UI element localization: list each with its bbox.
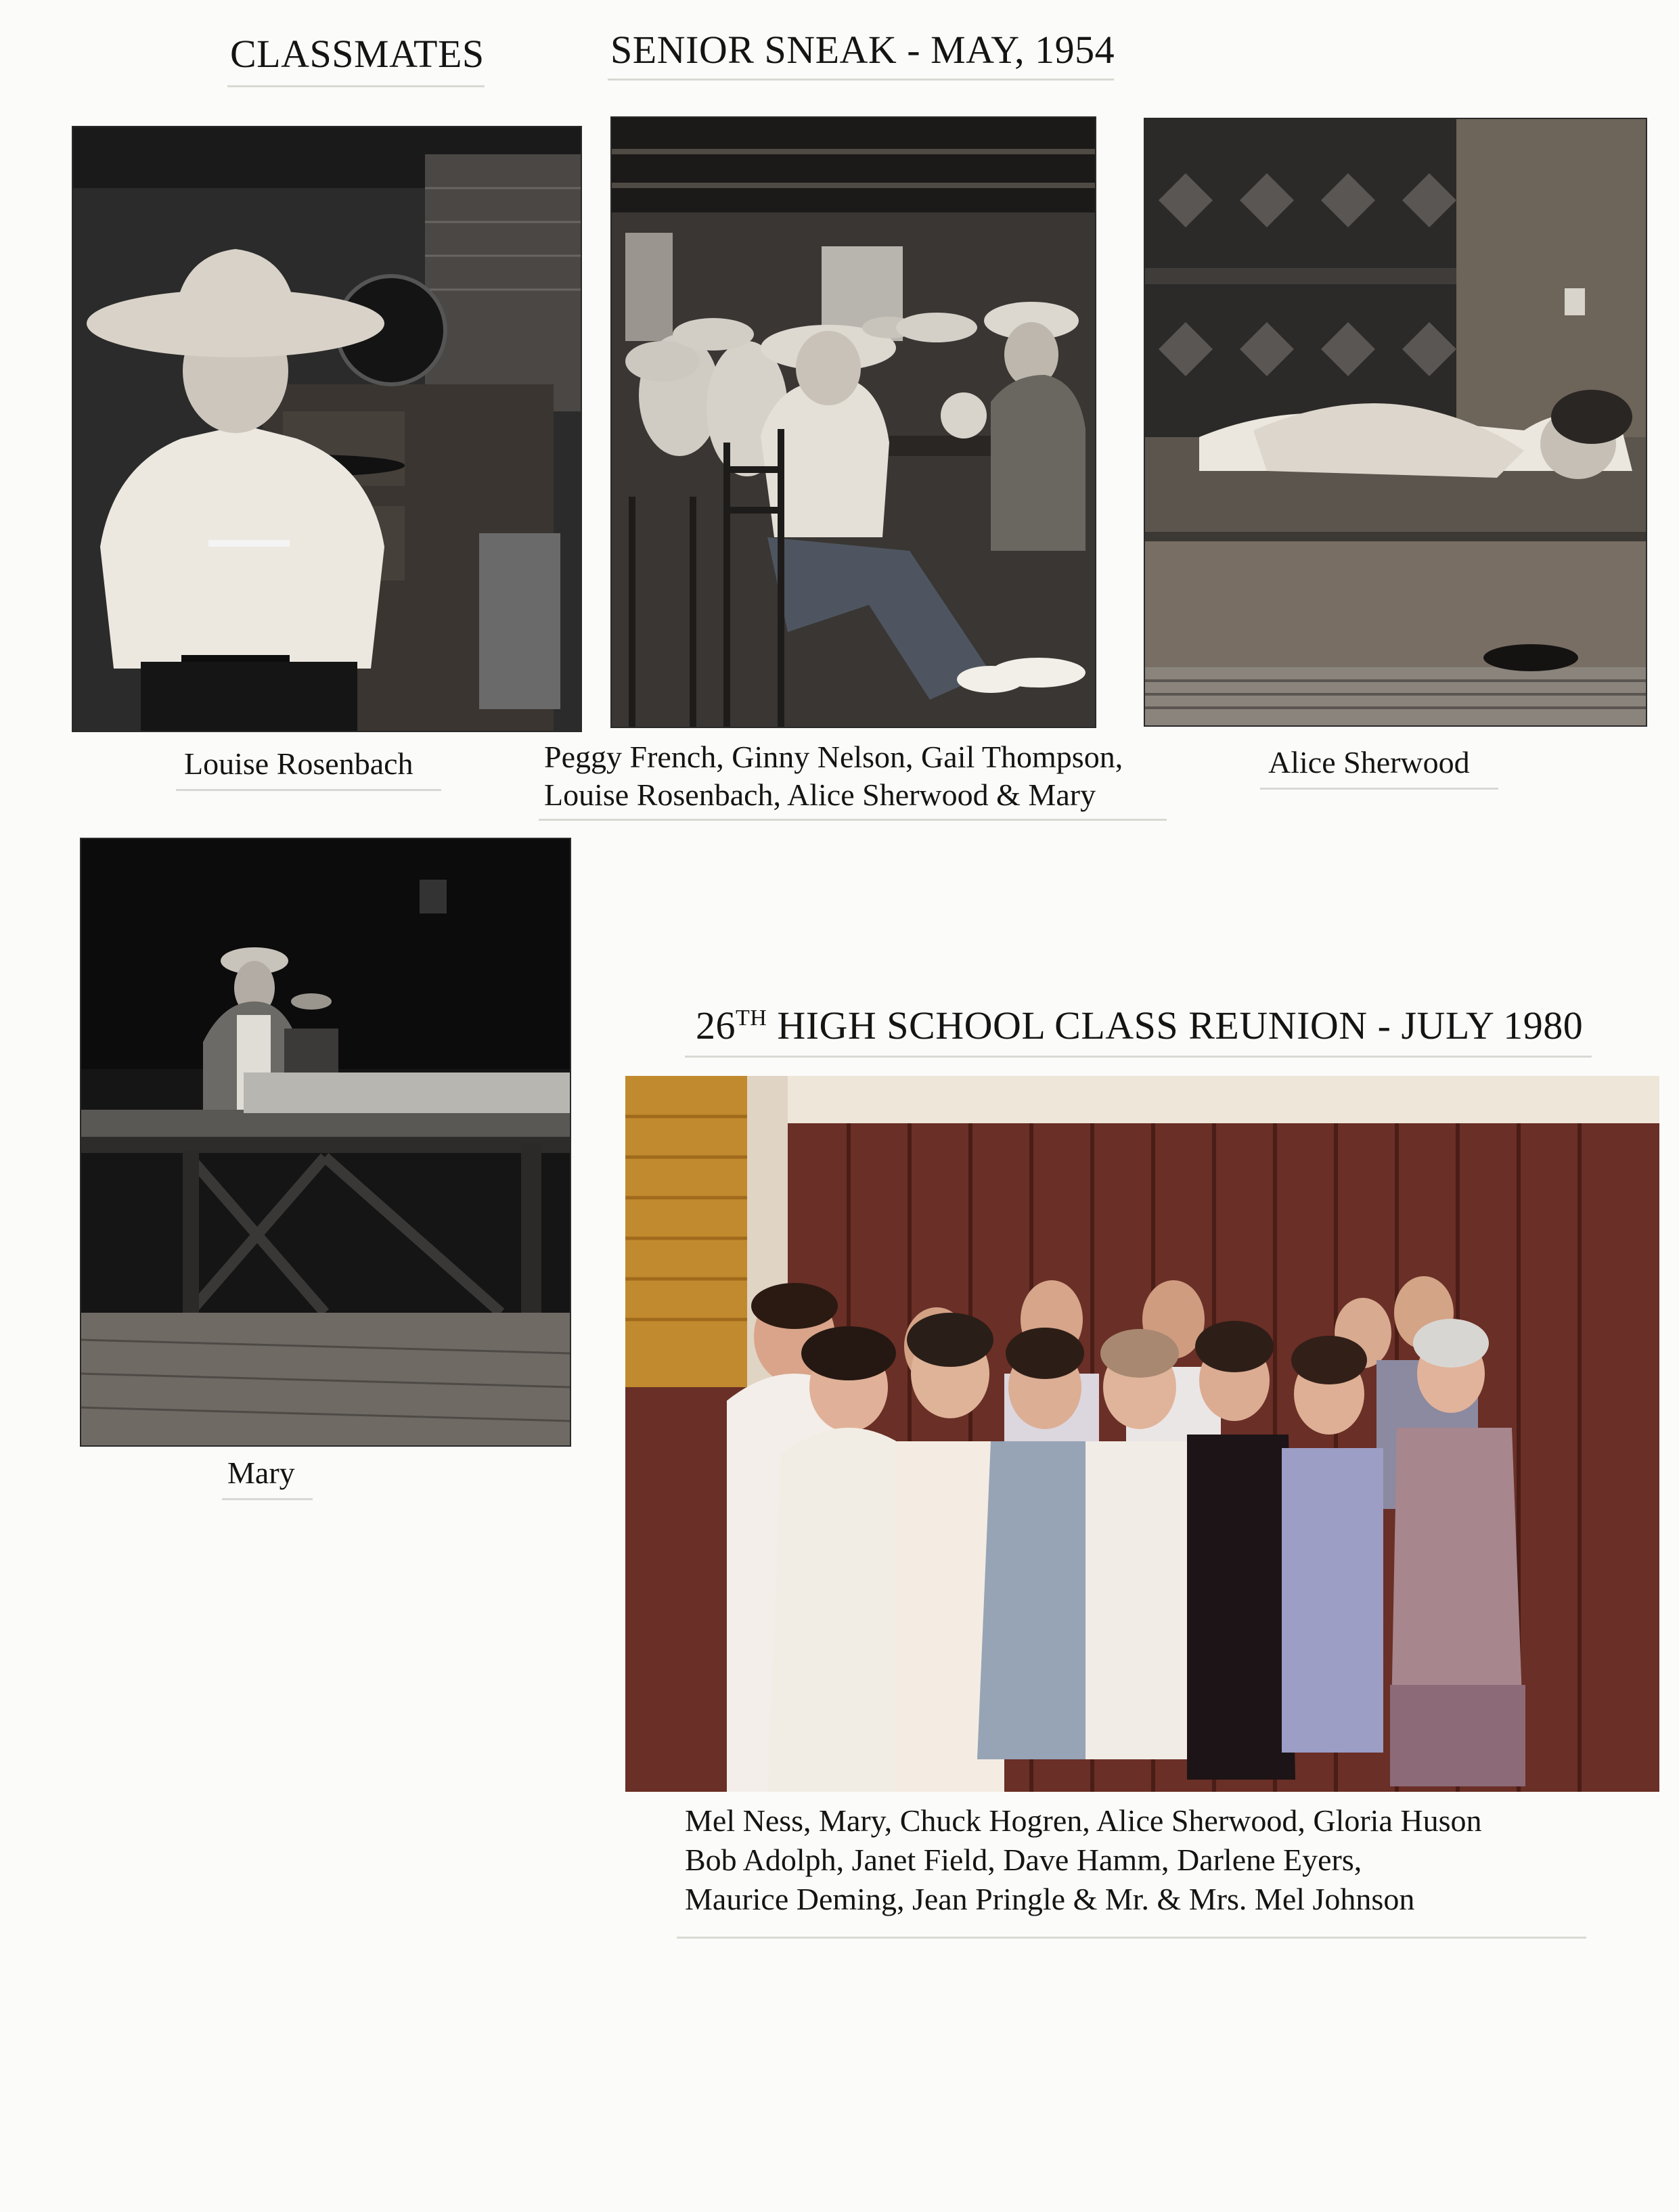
photo-group-at-table <box>612 118 1095 727</box>
caption-reunion-line-3: Maurice Deming, Jean Pringle & Mr. & Mrs. Mel Johnson <box>685 1882 1415 1916</box>
caption-mary-underline <box>222 1498 313 1500</box>
classmates-heading: CLASSMATES <box>230 32 485 76</box>
senior-sneak-heading: SENIOR SNEAK - MAY, 1954 <box>610 28 1115 72</box>
caption-alice-underline <box>1260 788 1498 790</box>
reunion-heading-suffix: TH <box>736 1006 767 1031</box>
photo-louise-rosenbach <box>73 127 581 731</box>
caption-alice-sherwood: Alice Sherwood <box>1268 745 1470 780</box>
caption-mary: Mary <box>227 1455 295 1490</box>
caption-louise-rosenbach: Louise Rosenbach <box>184 746 413 781</box>
photo-reunion-group <box>625 1076 1659 1792</box>
reunion-heading-text: HIGH SCHOOL CLASS REUNION - JULY 1980 <box>767 1003 1584 1047</box>
caption-reunion-underline <box>677 1937 1586 1939</box>
reunion-heading-underline <box>685 1056 1592 1058</box>
caption-group-underline <box>539 819 1167 821</box>
classmates-underline <box>227 85 485 87</box>
reunion-heading-number: 26 <box>696 1003 736 1047</box>
caption-group-line-1: Peggy French, Ginny Nelson, Gail Thompson, <box>544 740 1123 774</box>
photo-alice-sherwood <box>1145 119 1646 725</box>
reunion-heading <box>696 1004 1583 1047</box>
caption-louise-underline <box>176 789 441 791</box>
senior-sneak-underline <box>608 78 1114 81</box>
caption-reunion-line-1: Mel Ness, Mary, Chuck Hogren, Alice Sherwood, Gloria Huson <box>685 1803 1482 1838</box>
caption-reunion-line-2: Bob Adolph, Janet Field, Dave Hamm, Darlene Eyers, <box>685 1843 1362 1877</box>
photo-mary-ping-pong <box>81 839 570 1445</box>
caption-group-line-2: Louise Rosenbach, Alice Sherwood & Mary <box>544 777 1096 812</box>
